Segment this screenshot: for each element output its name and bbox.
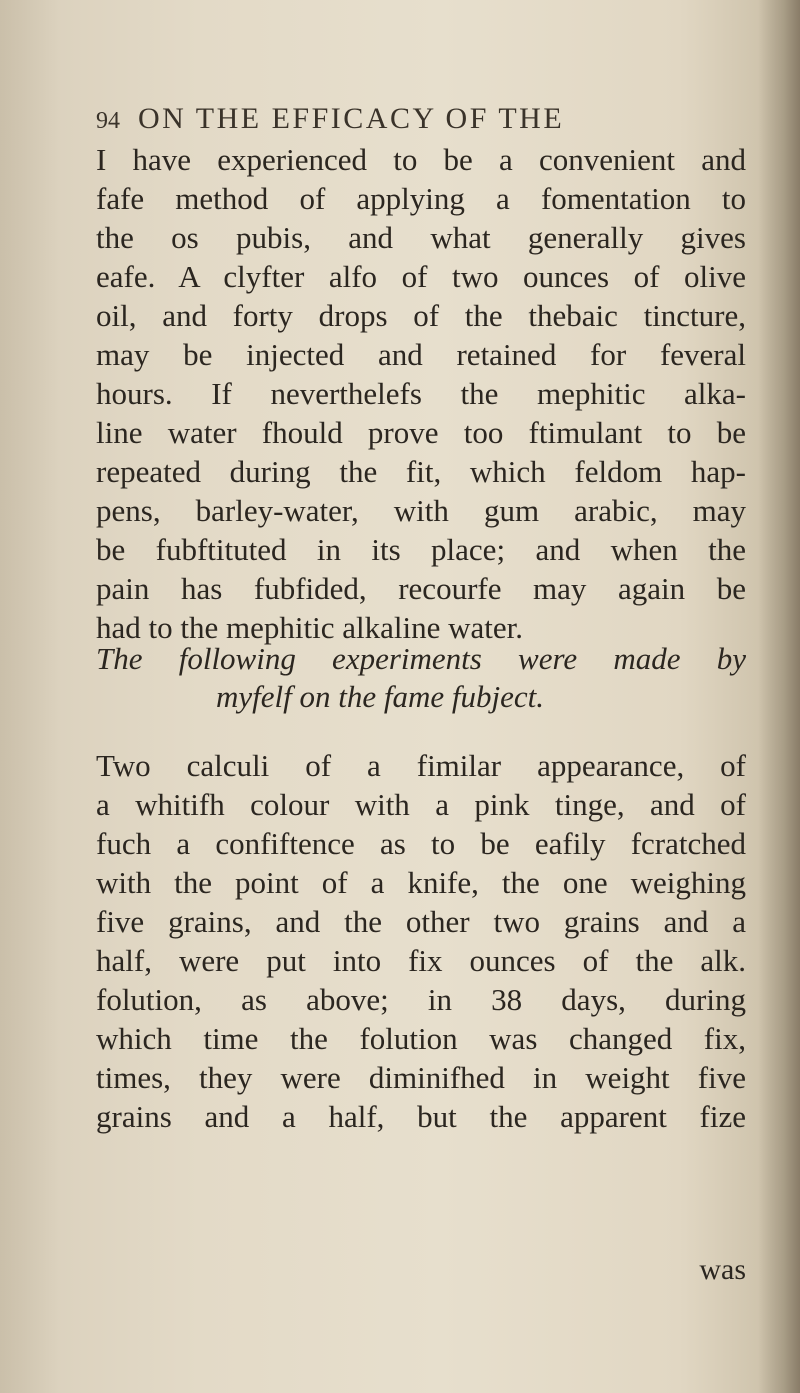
text-line: repeated during the fit, which feldom hap- xyxy=(96,454,746,489)
text-line: times, they were diminifhed in weight five xyxy=(96,1060,746,1095)
text-line: I have experienced to be a convenient and xyxy=(96,142,746,177)
page-gutter-shade xyxy=(0,0,60,1393)
text-line: pain has fubfided, recourfe may again be xyxy=(96,571,746,606)
paragraph-2 xyxy=(96,746,746,1136)
text-line: had to the mephitic alkaline water. xyxy=(96,610,523,645)
text-line: which time the folution was changed fix, xyxy=(96,1021,746,1056)
text-line: hours. If neverthelefs the mephitic alka- xyxy=(96,376,746,411)
text-line: eafe. A clyfter alfo of two ounces of olive xyxy=(96,259,746,294)
heading-line: myfelf on the fame fubject. xyxy=(216,679,544,714)
text-line: with the point of a knife, the one weighing xyxy=(96,865,746,900)
text-line: fafe method of applying a fomentation to xyxy=(96,181,746,216)
text-line: a whitifh colour with a pink tinge, and of xyxy=(96,787,746,822)
text-line: grains and a half, but the apparent fize xyxy=(96,1099,746,1134)
running-title: ON THE EFFICACY OF THE xyxy=(138,102,565,135)
text-line: folution, as above; in 38 days, during xyxy=(96,982,746,1017)
text-line: the os pubis, and what generally gives xyxy=(96,220,746,255)
page-number: 94 xyxy=(96,108,120,134)
catchword: was xyxy=(699,1253,746,1286)
heading-line: The following experiments were made by xyxy=(96,641,746,676)
text-line: five grains, and the other two grains and a xyxy=(96,904,746,939)
running-header xyxy=(96,102,696,142)
paragraph-1 xyxy=(96,140,746,647)
text-line: fuch a confiftence as to be eafily fcratched xyxy=(96,826,746,861)
text-line: Two calculi of a fimilar appearance, of xyxy=(96,748,746,783)
text-line: may be injected and retained for feveral xyxy=(96,337,746,372)
text-line: oil, and forty drops of the thebaic tincture, xyxy=(96,298,746,333)
text-line: line water fhould prove too ftimulant to be xyxy=(96,415,746,450)
page-edge-shade xyxy=(758,0,800,1393)
italic-heading xyxy=(96,640,746,716)
text-line: pens, barley-water, with gum arabic, may xyxy=(96,493,746,528)
text-line: half, were put into fix ounces of the alk. xyxy=(96,943,746,978)
text-line: be fubftituted in its place; and when the xyxy=(96,532,746,567)
